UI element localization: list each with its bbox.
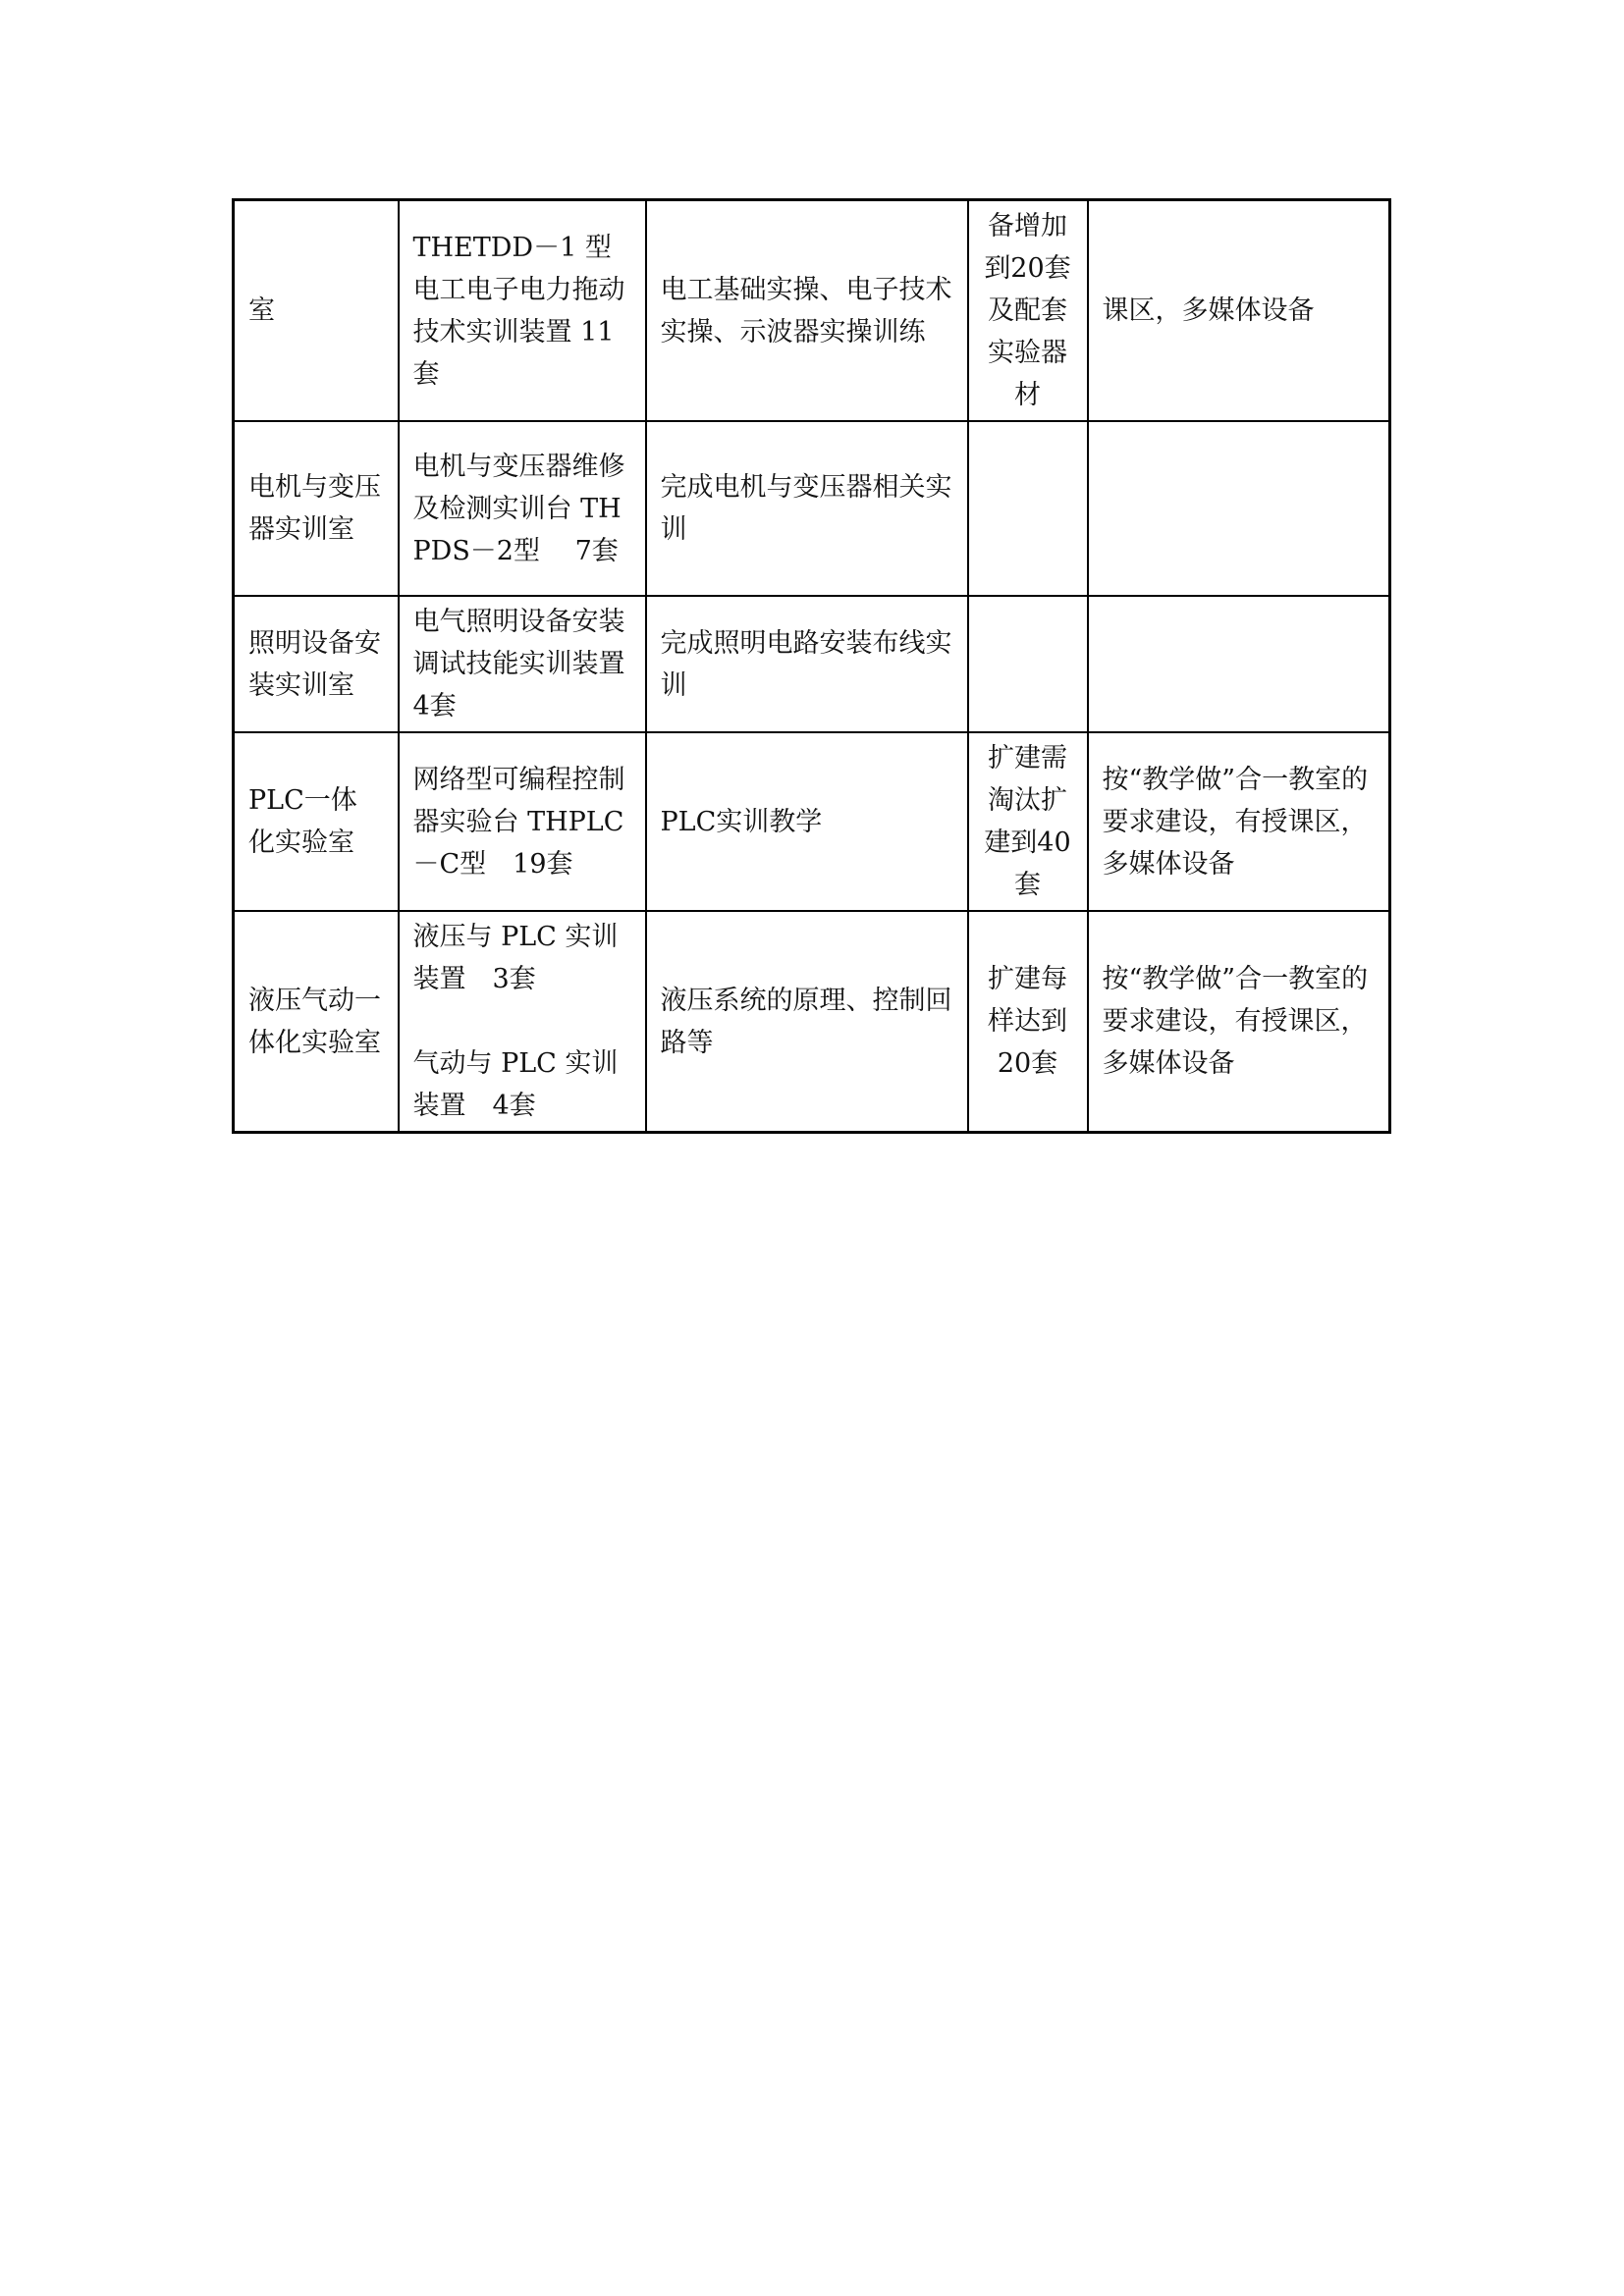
task-cell: 完成电机与变压器相关实训 — [646, 421, 968, 596]
task-cell: 完成照明电路安装布线实训 — [646, 596, 968, 732]
lab-name-cell: 室 — [234, 200, 399, 422]
table-row — [234, 200, 1390, 422]
equipment-cell — [399, 421, 646, 596]
table-row — [234, 596, 1390, 732]
plan-cell — [968, 596, 1088, 732]
task-cell: PLC实训教学 — [646, 732, 968, 911]
plan-cell — [968, 421, 1088, 596]
equipment-cell — [399, 596, 652, 732]
equipment-cell — [399, 732, 646, 911]
plan-cell: 备增加到20套及配套实验器材 — [968, 200, 1088, 422]
equipment-line: 电机与变压器维修及检测实训台 THPDS－2型 7套 — [412, 451, 625, 566]
task-cell: 液压系统的原理、控制回路等 — [646, 911, 968, 1133]
plan-cell: 扩建每样达到20套 — [968, 911, 1088, 1133]
equipment-cell — [399, 200, 646, 422]
lab-equipment-table — [232, 198, 1391, 1134]
task-cell: 电工基础实操、电子技术实操、示波器实操训练 — [646, 200, 968, 422]
note-cell — [1088, 421, 1390, 596]
table-row — [234, 421, 1390, 596]
plan-cell: 扩建需淘汰扩建到40套 — [968, 732, 1088, 911]
table-row — [234, 732, 1390, 911]
lab-name-cell: 电机与变压器实训室 — [234, 421, 399, 596]
lab-name-cell: 照明设备安装实训室 — [234, 596, 399, 732]
equipment-cell — [399, 911, 646, 1133]
note-cell: 按“教学做”合一教室的要求建设，有授课区，多媒体设备 — [1088, 911, 1390, 1133]
note-cell: 按“教学做”合一教室的要求建设，有授课区，多媒体设备 — [1088, 732, 1390, 911]
lab-name-cell: PLC一体化实验室 — [234, 732, 399, 911]
note-cell: 课区，多媒体设备 — [1088, 200, 1390, 422]
equipment-line: THETDD－1 型电工电子电力拖动技术实训装置 11 套 — [412, 232, 625, 390]
equipment-line: 网络型可编程控制器实验台 THPLC－C型 19套 — [412, 764, 625, 880]
equipment-line: 电气照明设备安装调试技能实训装置 4套 — [412, 607, 652, 721]
lab-name-cell: 液压气动一体化实验室 — [234, 911, 399, 1133]
equipment-line: 液压与 PLC 实训装置 3套 — [412, 922, 619, 994]
note-cell — [1088, 596, 1390, 732]
table-row — [234, 911, 1390, 1133]
line-gap — [413, 1000, 631, 1042]
equipment-line: 气动与 PLC 实训装置 4套 — [412, 1048, 619, 1121]
